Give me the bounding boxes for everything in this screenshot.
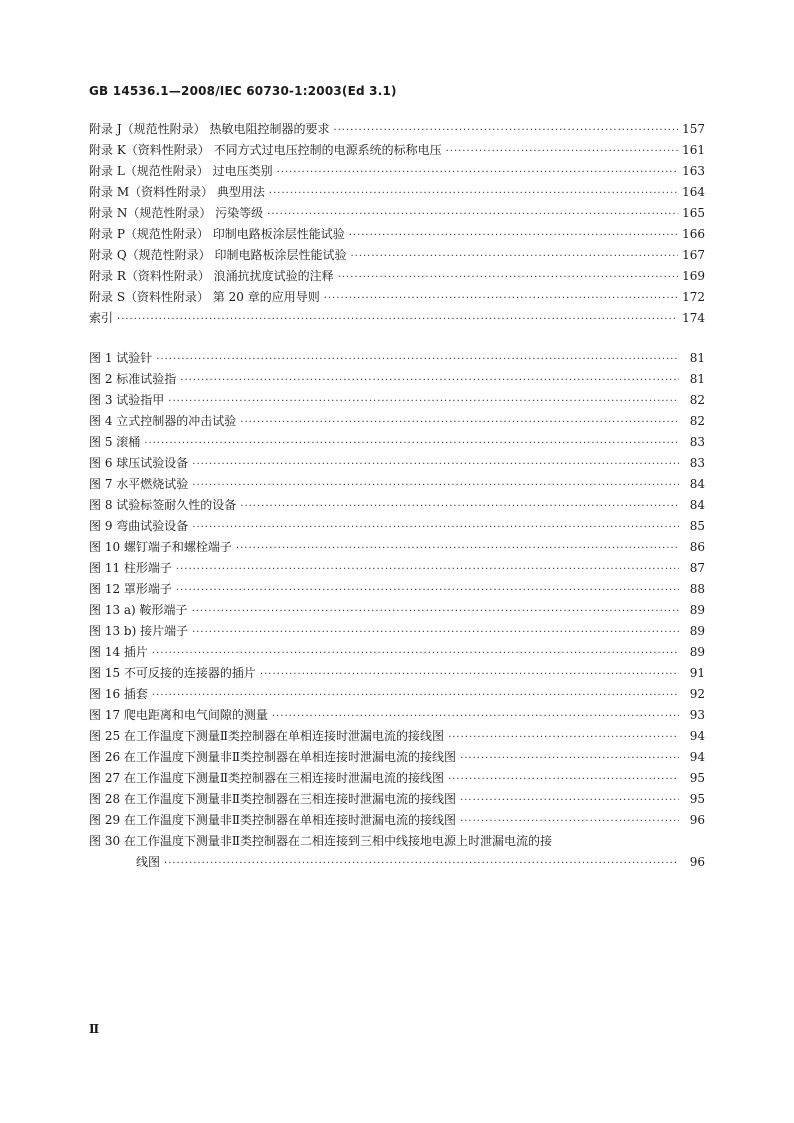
appendix-toc-entry-label: 附录 K（资料性附录） 不同方式过电压控制的电源系统的标称电压 [89,140,446,161]
dot-leader [164,853,679,874]
dot-leader [117,309,678,330]
figure-toc-entry-label: 图 28 在工作温度下测量非Ⅱ类控制器在三相连接时泄漏电流的接线图 [89,789,460,810]
figure-toc-entry-page-number: 93 [689,708,705,722]
figure-toc-entry-label: 图 4 立式控制器的冲击试验 [89,411,240,432]
figure-toc-entry[interactable] [89,810,705,831]
figure-toc-entry-page-number: 84 [689,498,705,512]
figure-toc-entry-label: 图 29 在工作温度下测量非Ⅱ类控制器在单相连接时泄漏电流的接线图 [89,810,460,831]
figure-toc-entry-label: 图 2 标准试验指 [89,369,180,390]
figure-toc-entry-label: 图 15 不可反接的连接器的插片 [89,663,260,684]
dot-leader [152,643,679,664]
dot-leader [192,517,679,538]
figure-toc-entry[interactable] [89,453,705,474]
figure-toc-entry[interactable] [89,642,705,663]
appendix-toc-entry-page-number: 169 [682,269,705,283]
document-header: GB 14536.1—2008/IEC 60730-1:2003(Ed 3.1) [89,84,397,98]
figure-toc-entry-page-number: 91 [689,666,705,680]
dot-leader [192,601,679,622]
figure-toc-entry-label: 图 16 插套 [89,684,152,705]
figure-toc-entry[interactable] [89,516,705,537]
figure-toc-entry-page-number: 95 [689,771,705,785]
figure-toc-entry-page-number: 83 [689,456,705,470]
figure-toc-entry[interactable] [89,390,705,411]
appendix-toc-entry[interactable] [89,203,705,224]
figure-toc-entry-page-number: 94 [689,729,705,743]
figure-toc-entry-label: 图 9 弯曲试验设备 [89,516,192,537]
dot-leader [324,288,678,309]
dot-leader [460,748,679,769]
figure-toc-entry-page-number: 83 [689,435,705,449]
appendix-toc-entry-page-number: 161 [682,143,705,157]
figure-toc-entry-page-number: 96 [689,855,705,869]
appendix-toc-entry-label: 附录 M（资料性附录） 典型用法 [89,182,269,203]
dot-leader [460,811,679,832]
figure-toc-entry[interactable] [89,831,705,852]
figure-toc-entry-page-number: 84 [689,477,705,491]
dot-leader [168,391,679,412]
dot-leader [236,538,679,559]
dot-leader [180,370,679,391]
figure-toc-entry-label: 图 5 滚桶 [89,432,144,453]
figure-toc-entry[interactable] [89,747,705,768]
figure-toc-entry[interactable] [89,558,705,579]
appendix-toc-entry[interactable] [89,287,705,308]
dot-leader [272,706,679,727]
appendix-toc-entry-page-number: 172 [682,290,705,304]
figure-toc-entry-page-number: 82 [689,414,705,428]
figure-toc-entry-label: 图 27 在工作温度下测量Ⅱ类控制器在三相连接时泄漏电流的接线图 [89,768,448,789]
appendix-toc-entry[interactable] [89,182,705,203]
figure-toc-entry-label: 图 26 在工作温度下测量非Ⅱ类控制器在单相连接时泄漏电流的接线图 [89,747,460,768]
dot-leader [156,349,679,370]
dot-leader [176,580,679,601]
dot-leader [267,204,678,225]
figure-toc-entry-label: 图 13 b) 接片端子 [89,621,192,642]
dot-leader [448,727,679,748]
figure-toc-entry-label: 图 17 爬电距离和电气间隙的测量 [89,705,272,726]
figure-toc-entry[interactable] [89,537,705,558]
figure-toc-entry-label: 图 3 试验指甲 [89,390,168,411]
figure-toc-entry-label: 图 13 a) 鞍形端子 [89,600,192,621]
figure-toc-entry-page-number: 94 [689,750,705,764]
appendix-toc-entry-page-number: 163 [682,164,705,178]
figure-toc-entry[interactable] [89,726,705,747]
figure-toc-entry-page-number: 82 [689,393,705,407]
dot-leader [260,664,679,685]
appendix-toc-entry[interactable] [89,245,705,266]
appendix-toc-entry[interactable] [89,266,705,287]
figure-toc-entry-label: 图 14 插片 [89,642,152,663]
appendix-toc-entry-label: 索引 [89,308,117,329]
appendix-toc-entry-label: 附录 R（资料性附录） 浪涌抗扰度试验的注释 [89,266,338,287]
appendix-toc-entry[interactable] [89,140,705,161]
dot-leader [277,162,678,183]
page-number: Ⅱ [89,1022,100,1036]
appendix-toc-entry-page-number: 165 [682,206,705,220]
figure-toc-entry[interactable] [89,432,705,453]
dot-leader [192,622,679,643]
dot-leader [269,183,678,204]
dot-leader [176,559,679,580]
dot-leader [192,475,679,496]
figure-toc-entry-label: 线图 [89,852,164,873]
figure-toc-entry[interactable] [89,600,705,621]
appendix-toc-entry[interactable] [89,308,705,329]
figure-toc-entry-page-number: 89 [689,603,705,617]
dot-leader [349,225,678,246]
appendix-toc-entry-label: 附录 N（规范性附录） 污染等级 [89,203,267,224]
figure-toc-entry[interactable] [89,474,705,495]
figure-toc-entry-label: 图 6 球压试验设备 [89,453,192,474]
figure-toc-entry[interactable] [89,621,705,642]
dot-leader [240,412,679,433]
figure-toc-entry-page-number: 89 [689,645,705,659]
dot-leader [333,120,678,141]
appendix-toc-entry-label: 附录 S（资料性附录） 第 20 章的应用导则 [89,287,324,308]
figure-toc-entry-label: 图 10 螺钉端子和螺栓端子 [89,537,236,558]
figure-toc-entry[interactable] [89,369,705,390]
figure-toc-entry[interactable] [89,852,705,873]
dot-leader [192,454,679,475]
dot-leader [446,141,678,162]
figure-toc-entry-label: 图 30 在工作温度下测量非Ⅱ类控制器在二相连接到三相中线接地电源上时泄漏电流的接 [89,831,556,852]
appendix-toc-entry-label: 附录 P（规范性附录） 印制电路板涂层性能试验 [89,224,349,245]
appendix-toc-entry-page-number: 166 [682,227,705,241]
dot-leader [152,685,679,706]
figure-toc-entry-label: 图 8 试验标签耐久性的设备 [89,495,240,516]
figure-toc-entry[interactable] [89,348,705,369]
figure-toc-entry-page-number: 89 [689,624,705,638]
appendix-toc-entry[interactable] [89,224,705,245]
appendix-toc-entry[interactable] [89,161,705,182]
appendix-toc-entry[interactable] [89,119,705,140]
figure-toc-entry-page-number: 95 [689,792,705,806]
appendix-toc-entry-page-number: 174 [682,311,705,325]
figure-toc-entry[interactable] [89,495,705,516]
figure-toc-list [89,348,705,873]
figure-toc-entry-page-number: 92 [689,687,705,701]
figure-toc-entry-page-number: 81 [689,351,705,365]
appendix-toc-entry-page-number: 164 [682,185,705,199]
figure-toc-entry-label: 图 7 水平燃烧试验 [89,474,192,495]
figure-toc-entry[interactable] [89,411,705,432]
appendix-toc-entry-label: 附录 Q（规范性附录） 印制电路板涂层性能试验 [89,245,350,266]
figure-toc-entry-page-number: 88 [689,582,705,596]
dot-leader [350,246,678,267]
figure-toc-entry-page-number: 85 [689,519,705,533]
figure-toc-entry-page-number: 86 [689,540,705,554]
appendix-toc-entry-page-number: 157 [682,122,705,136]
appendix-toc-entry-label: 附录 L（规范性附录） 过电压类别 [89,161,277,182]
figure-toc-entry-label: 图 11 柱形端子 [89,558,176,579]
figure-toc-entry[interactable] [89,789,705,810]
appendix-toc-entry-label: 附录 J（规范性附录） 热敏电阻控制器的要求 [89,119,333,140]
dot-leader [144,433,679,454]
figure-toc-entry[interactable] [89,579,705,600]
figure-toc-entry-page-number: 96 [689,813,705,827]
figure-toc-entry[interactable] [89,768,705,789]
dot-leader [338,267,678,288]
appendix-toc-list [89,119,705,329]
figure-toc-entry-page-number: 87 [689,561,705,575]
figure-toc-entry[interactable] [89,663,705,684]
dot-leader [448,769,679,790]
figure-toc-entry[interactable] [89,684,705,705]
figure-toc-entry-page-number: 81 [689,372,705,386]
dot-leader [460,790,679,811]
figure-toc-entry[interactable] [89,705,705,726]
appendix-toc-entry-page-number: 167 [682,248,705,262]
figure-toc-entry-label: 图 25 在工作温度下测量Ⅱ类控制器在单相连接时泄漏电流的接线图 [89,726,448,747]
figure-toc-entry-label: 图 1 试验针 [89,348,156,369]
figure-toc-entry-label: 图 12 罩形端子 [89,579,176,600]
dot-leader [240,496,679,517]
